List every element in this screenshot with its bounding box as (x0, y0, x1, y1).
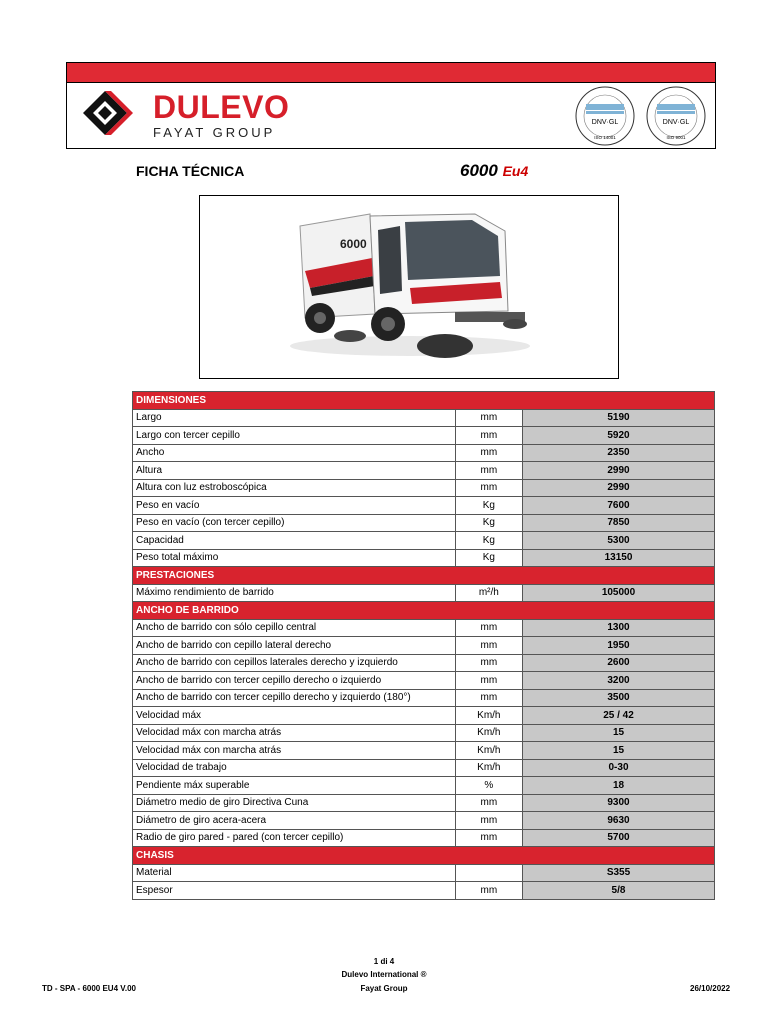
row-label: Velocidad máx con marcha atrás (133, 724, 456, 742)
table-row (133, 584, 715, 602)
row-unit: Kg (455, 497, 522, 515)
row-unit: mm (455, 812, 522, 830)
row-label: Diámetro de giro acera-acera (133, 812, 456, 830)
row-unit: mm (455, 689, 522, 707)
table-row (133, 427, 715, 445)
row-value: 7600 (523, 497, 715, 515)
cert2-mark: DNV·GL (662, 119, 690, 126)
row-label: Ancho de barrido con cepillos laterales derecho y izquierdo (133, 654, 456, 672)
brand-name: DULEVO (153, 89, 290, 125)
row-label: Pendiente máx superable (133, 777, 456, 795)
row-label: Diámetro medio de giro Directiva Cuna (133, 794, 456, 812)
table-row (133, 409, 715, 427)
row-unit: m²/h (455, 584, 522, 602)
row-label: Ancho de barrido con tercer cepillo derecho y izquierdo (180°) (133, 689, 456, 707)
header-red-bar (67, 63, 715, 83)
footer-group: Fayat Group (360, 984, 408, 993)
row-value: S355 (523, 864, 715, 882)
row-value: 7850 (523, 514, 715, 532)
row-value: 5920 (523, 427, 715, 445)
row-label: Capacidad (133, 532, 456, 550)
row-value: 5300 (523, 532, 715, 550)
table-row (133, 654, 715, 672)
table-row (133, 462, 715, 480)
document-date: 26/10/2022 (690, 984, 731, 993)
row-label: Peso en vacío (con tercer cepillo) (133, 514, 456, 532)
row-unit: Kg (455, 532, 522, 550)
row-value: 15 (523, 742, 715, 760)
row-value: 9630 (523, 812, 715, 830)
row-value: 105000 (523, 584, 715, 602)
row-unit: Km/h (455, 724, 522, 742)
row-unit: Km/h (455, 707, 522, 725)
table-row (133, 759, 715, 777)
section-title: ANCHO DE BARRIDO (133, 602, 715, 620)
iso-14001-certification-seal (574, 85, 636, 147)
table-row (133, 882, 715, 900)
row-value: 0-30 (523, 759, 715, 777)
footer-company: Dulevo International ® (341, 970, 427, 979)
table-row (133, 864, 715, 882)
section-header-row (133, 847, 715, 865)
cert1-code: ISO 14001 (594, 135, 616, 140)
row-value: 5/8 (523, 882, 715, 900)
table-row (133, 637, 715, 655)
row-unit: mm (455, 794, 522, 812)
row-label: Radio de giro pared - pared (con tercer cepillo) (133, 829, 456, 847)
row-unit (455, 864, 522, 882)
row-unit: mm (455, 637, 522, 655)
document-code: TD - SPA - 6000 EU4 V.00 (42, 984, 136, 993)
row-unit: mm (455, 479, 522, 497)
table-row (133, 479, 715, 497)
row-value: 13150 (523, 549, 715, 567)
dulevo-diamond-icon (81, 89, 141, 139)
table-row (133, 444, 715, 462)
row-value: 18 (523, 777, 715, 795)
section-header-row (133, 392, 715, 410)
row-unit: mm (455, 409, 522, 427)
section-title: DIMENSIONES (133, 392, 715, 410)
table-row (133, 514, 715, 532)
row-unit: Kg (455, 514, 522, 532)
table-row (133, 742, 715, 760)
dulevo-logo (81, 89, 331, 139)
document-header (66, 62, 716, 149)
model-title (460, 161, 528, 181)
table-row (133, 707, 715, 725)
row-value: 15 (523, 724, 715, 742)
table-row (133, 497, 715, 515)
row-label: Velocidad máx con marcha atrás (133, 742, 456, 760)
table-row (133, 672, 715, 690)
cert1-mark: DNV·GL (591, 119, 619, 126)
row-unit: mm (455, 462, 522, 480)
table-row (133, 777, 715, 795)
row-unit: Kg (455, 549, 522, 567)
row-unit: Km/h (455, 742, 522, 760)
spec-table-body (133, 392, 715, 900)
row-value: 3200 (523, 672, 715, 690)
row-value: 9300 (523, 794, 715, 812)
row-unit: mm (455, 829, 522, 847)
row-value: 2990 (523, 462, 715, 480)
row-value: 25 / 42 (523, 707, 715, 725)
row-label: Largo con tercer cepillo (133, 427, 456, 445)
row-unit: mm (455, 619, 522, 637)
row-label: Altura con luz estroboscópica (133, 479, 456, 497)
model-variant: Eu4 (502, 163, 529, 179)
street-sweeper-image (200, 196, 617, 377)
section-title: CHASIS (133, 847, 715, 865)
cert2-code: ISO 9001 (666, 135, 686, 140)
row-unit: mm (455, 882, 522, 900)
row-label: Altura (133, 462, 456, 480)
row-unit: mm (455, 672, 522, 690)
row-label: Ancho de barrido con sólo cepillo central (133, 619, 456, 637)
row-value: 1950 (523, 637, 715, 655)
row-value: 2350 (523, 444, 715, 462)
row-label: Peso en vacío (133, 497, 456, 515)
row-label: Espesor (133, 882, 456, 900)
row-label: Ancho (133, 444, 456, 462)
iso-9001-certification-seal (645, 85, 707, 147)
spec-table (132, 391, 715, 900)
row-unit: mm (455, 427, 522, 445)
page-number: 1 di 4 (373, 957, 395, 966)
brand-group: FAYAT GROUP (153, 125, 276, 140)
row-label: Ancho de barrido con tercer cepillo derecho o izquierdo (133, 672, 456, 690)
table-row (133, 829, 715, 847)
product-photo-frame (199, 195, 619, 379)
table-row (133, 689, 715, 707)
row-label: Peso total máximo (133, 549, 456, 567)
row-label: Ancho de barrido con cepillo lateral derecho (133, 637, 456, 655)
row-value: 2600 (523, 654, 715, 672)
row-unit: % (455, 777, 522, 795)
table-row (133, 532, 715, 550)
sweeper-model-badge: 6000 (340, 237, 367, 251)
section-header-row (133, 567, 715, 585)
row-label: Velocidad de trabajo (133, 759, 456, 777)
table-row (133, 812, 715, 830)
row-value: 1300 (523, 619, 715, 637)
table-row (133, 794, 715, 812)
model-number: 6000 (460, 161, 498, 180)
table-row (133, 619, 715, 637)
row-label: Máximo rendimiento de barrido (133, 584, 456, 602)
row-value: 2990 (523, 479, 715, 497)
row-label: Largo (133, 409, 456, 427)
table-row (133, 549, 715, 567)
row-value: 5190 (523, 409, 715, 427)
table-row (133, 724, 715, 742)
row-unit: Km/h (455, 759, 522, 777)
sheet-title: FICHA TÉCNICA (136, 163, 245, 179)
section-title: PRESTACIONES (133, 567, 715, 585)
section-header-row (133, 602, 715, 620)
row-label: Velocidad máx (133, 707, 456, 725)
row-value: 5700 (523, 829, 715, 847)
row-unit: mm (455, 654, 522, 672)
row-label: Material (133, 864, 456, 882)
row-value: 3500 (523, 689, 715, 707)
row-unit: mm (455, 444, 522, 462)
